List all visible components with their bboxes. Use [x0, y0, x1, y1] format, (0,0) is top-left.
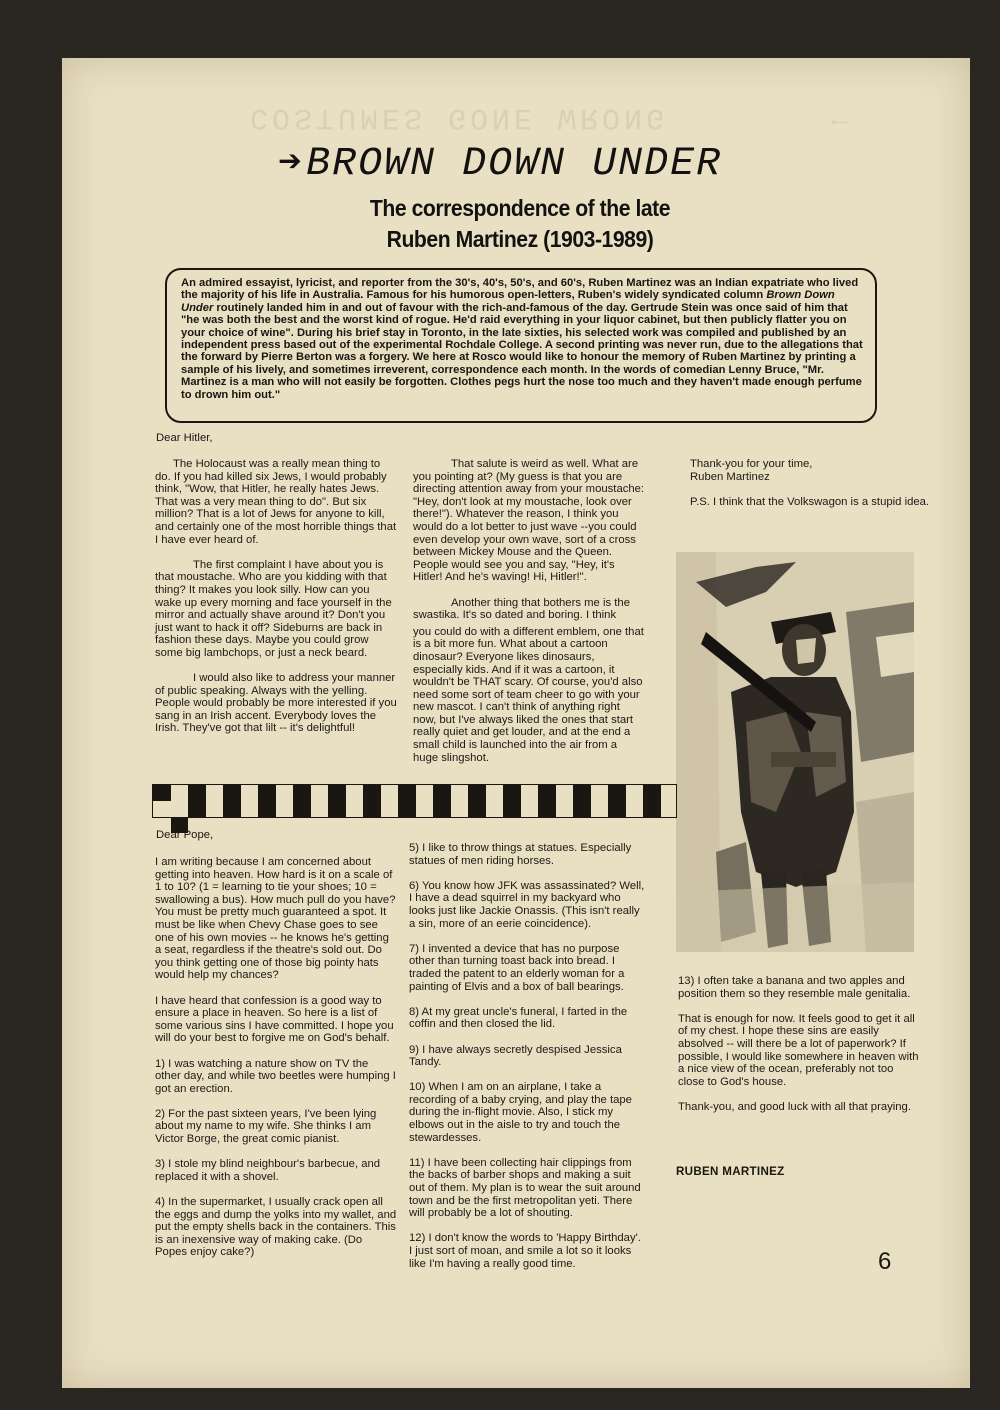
sin-item: 2) For the past sixteen years, I've been lying about my name to my wife. She thinks I am Victor Borge, the great comic pianist. — [155, 1107, 377, 1146]
checker-square — [608, 801, 626, 817]
checker-square — [223, 801, 241, 817]
subtitle-line-2: Ruben Martinez (1903-1989) — [386, 226, 654, 252]
letter1-salutation: Dear Hitler, — [156, 432, 213, 444]
paragraph: Another thing that bothers me is the swastika. It's so dated and boring. I think — [413, 596, 630, 622]
checker-square — [626, 785, 644, 801]
page-number: 6 — [878, 1248, 892, 1275]
intro-text-1: An admired essayist, lyricist, and reporter from the 30's, 40's, 50's, and 60's, Ruben Martinez was an Indian expatriate who lived the majority of his life in Australia. Famous for his humorous open-letters, Ruben's widely syndicated column — [181, 277, 859, 302]
checker-square — [381, 801, 399, 817]
checker-square — [503, 801, 521, 817]
checker-square — [398, 801, 416, 817]
soldier-photo — [676, 552, 914, 952]
checker-square — [468, 785, 486, 801]
checker-square — [486, 785, 504, 801]
checker-square — [188, 785, 206, 801]
checker-square — [503, 785, 521, 801]
sin-item: 13) I often take a banana and two apples and position them so they resemble male genitalia. — [678, 975, 911, 1000]
checker-square — [258, 785, 276, 801]
checker-square — [363, 785, 381, 801]
checker-square — [573, 801, 591, 817]
postscript: P.S. I think that the Volkswagon is a stupid idea. — [690, 496, 930, 509]
intro-text-2: routinely landed him in and out of favour with the rich-and-famous of the day. Gertrude Stein was once said of him that "he was both the best and the worst kind of rogue. He'd raid everything in your liquor cabinet, but then publicly flatter you on your choice of wine". During his brief stay in Toronto, in the late sixties, his selected work was compiled and published by an independent press based out of the experimental Rochdale College. A second printing was never run, due to the allegations that the forward by Pierre Berton was a forgery. We here at Rosco would like to honour the memory of Ruben Martinez by printing a sample of his lively, and sometimes irreverent, correspondence each month. In the words of comedian Lenny Bruce, "Mr. Martinez is a man who will not easily be forgotten. Clothes pegs hurt the nose too much and they haven't made enough perfume to drown him out." — [181, 301, 863, 401]
bleed-through-title: COSTUMES GONE WRONG — [250, 100, 669, 134]
closing-name: Ruben Martinez — [690, 470, 770, 483]
checker-square — [538, 801, 556, 817]
checker-square — [346, 785, 364, 801]
letter2-column-2 — [409, 842, 647, 1283]
checker-square — [328, 801, 346, 817]
checker-square — [486, 801, 504, 817]
intro-column-title: Brown Down Under — [181, 289, 835, 314]
checker-square — [153, 801, 171, 817]
signature: RUBEN MARTINEZ — [676, 1165, 785, 1178]
checker-square — [416, 801, 434, 817]
paragraph: I have heard that confession is a good way to ensure a place in heaven. So here is a list of some various sins I have committed. I hope you will do your best to forgive me on God's behalf. — [155, 994, 394, 1045]
checker-square — [398, 785, 416, 801]
checker-square — [381, 785, 399, 801]
paragraph: The Holocaust was a really mean thing to do. If you had killed six Jews, I would probably think, "Wow, that Hitler, he really hates Jews. That was a very mean thing to do". But six million? That is a lot of Jews for anyone to kill, and certainly one of the most horrible things that I have ever heard of. — [155, 458, 397, 546]
checker-square — [206, 801, 224, 817]
paragraph: I am writing because I am concerned about getting into heaven. How hard is it on a scale of 1 to 10? (1 = learning to tie your shoes; 10 = swallowing a bus). How much pull do you have? You must be pretty much guaranteed a spot. It must be like when Chevy Chase goes to see one of his own movies -- he knows he's getting a seat, regardless if the theatre's sold out. Do you think getting one of those big pointy hats would help my chances? — [155, 856, 396, 982]
checker-square — [626, 801, 644, 817]
checker-square — [346, 801, 364, 817]
paragraph: Thank-you, and good luck with all that praying. — [678, 1100, 911, 1113]
sin-item: 6) You know how JFK was assassinated? Well, I have a dead squirrel in my backyard who looks just like Jackie Onassis. (This isn't really a sin, more of an eerie coincidence). — [409, 879, 645, 930]
sin-item: 7) I invented a device that has no purpose other than turning toast back into bread. I traded the patent to an elderly woman for a painting of Elvis and a box of ball bearings. — [409, 942, 625, 993]
soldier-photo-image — [676, 552, 914, 952]
checker-square — [258, 801, 276, 817]
checker-square — [153, 785, 171, 801]
checker-square — [451, 801, 469, 817]
letter2-column-3 — [678, 975, 922, 1126]
intro-box — [165, 268, 877, 423]
checker-square — [538, 785, 556, 801]
page-title — [278, 138, 722, 187]
letter1-column-1 — [155, 458, 397, 748]
checker-square — [363, 801, 381, 817]
checker-square — [608, 785, 626, 801]
checker-square — [643, 801, 661, 817]
checker-square — [573, 785, 591, 801]
sin-item: 5) I like to throw things at statues. Especially statues of men riding horses. — [409, 842, 632, 867]
page-title-text: BROWN DOWN UNDER — [306, 142, 723, 187]
sin-item: 8) At my great uncle's funeral, I farted in the coffin and then closed the lid. — [409, 1005, 628, 1031]
checker-square — [241, 801, 259, 817]
checkerboard-divider — [152, 784, 677, 818]
paragraph: I would also like to address your manner of public speaking. Always with the yelling. People would probably be more interested if you sang in an Irish accent. Everybody loves the Irish. They've got that lilt -- it's delightful! — [155, 672, 397, 735]
letter1-column-2 — [413, 458, 645, 777]
checker-square — [521, 785, 539, 801]
checker-square — [311, 801, 329, 817]
sin-item: 3) I stole my blind neighbour's barbecue, and replaced it with a shovel. — [155, 1158, 381, 1183]
checker-square — [328, 785, 346, 801]
bleed-through-arrow-icon: ← — [825, 102, 853, 133]
closing-line: Thank-you for your time, — [690, 458, 813, 470]
checker-square — [276, 801, 294, 817]
paragraph: That salute is weird as well. What are you pointing at? (My guess is that you are directing attention away from your moustache: "Hey, don't look at my moustache, look over there!"). Whatever the reason, I think you would do a lot better to just wave --you could even develop your own wave, sort of a cross between Mickey Mouse and the Queen. People would see you and say, "Hey, it's Hitler! And he's waving! Hi, Hitler!". — [413, 458, 645, 584]
letter1-column-3 — [690, 458, 930, 521]
letter2-salutation: Dear Pope, — [156, 829, 214, 841]
sin-item: 12) I don't know the words to 'Happy Birthday'. I just sort of moan, and smile a lot so it looks like I'm having a really good time. — [409, 1232, 641, 1270]
checker-square — [311, 785, 329, 801]
checker-square — [188, 801, 206, 817]
checker-square — [556, 785, 574, 801]
subtitle-line-1: The correspondence of the late — [369, 195, 671, 221]
subtitle — [345, 193, 695, 255]
arrow-right-icon: ➔ — [278, 142, 305, 187]
sin-item: 1) I was watching a nature show on TV the other day, and while two beetles were humping I got an erection. — [155, 1057, 396, 1095]
sin-item: 10) When I am on an airplane, I take a recording of a baby crying, and play the tape during the in-flight movie. Also, I stick my elbows out in the aisle to try and touch the stewardesses. — [409, 1081, 632, 1144]
checker-square — [433, 801, 451, 817]
checker-square — [171, 801, 189, 817]
checker-square — [416, 785, 434, 801]
sin-item: 11) I have been collecting hair clippings from the backs of barber shops and making a suit out of them. My plan is to wear the suit around town and be the first metropolitan yeti. There will probably be a lot of shouting. — [409, 1156, 641, 1220]
checker-square — [591, 801, 609, 817]
paragraph: you could do with a different emblem, one that is a bit more fun. What about a cartoon dinosaur? Everyone likes dinosaurs, especially kids. And if it was a cartoon, it wouldn't be THAT scary. Of course, you'd also need some sort of team cheer to go with your new mascot. I can't think of anything right now, but I've always liked the ones that start really quiet and get louder, and at the end a small child is launched into the air from a huge slingshot. — [413, 625, 644, 764]
checker-square — [643, 785, 661, 801]
checker-square — [241, 785, 259, 801]
paragraph: The first complaint I have about you is that moustache. Who are you kidding with that thing? It makes you look silly. How can you wake up every morning and face yourself in the mirror and actually shave around it? Don't you just want to hack it off? Sideburns are back in fashion these days. Maybe you could grow some big lambchops, or just a neck beard. — [155, 558, 392, 659]
checker-square — [293, 801, 311, 817]
sin-item: 4) In the supermarket, I usually crack open all the eggs and dump the yolks into my wallet, and put the empty shells back in the containers. This is an inexensive way of making cake. (Do Popes enjoy cake?) — [155, 1196, 397, 1259]
checker-square — [276, 785, 294, 801]
checker-square — [223, 785, 241, 801]
checker-square — [521, 801, 539, 817]
checker-square — [468, 801, 486, 817]
checker-square — [591, 785, 609, 801]
paragraph: That is enough for now. It feels good to get it all of my chest. I hope these sins are easily absolved -- will there be a lot of paperwork? If possible, I would like somewhere in heaven with a nice view of the ocean, preferably not too close to God's house. — [678, 1012, 919, 1088]
checker-square — [556, 801, 574, 817]
letter2-column-1 — [155, 856, 397, 1272]
checker-square — [293, 785, 311, 801]
checker-square — [433, 785, 451, 801]
checker-square — [206, 785, 224, 801]
checker-square — [171, 785, 189, 801]
sin-item: 9) I have always secretly despised Jessica Tandy. — [409, 1043, 622, 1069]
checker-square — [451, 785, 469, 801]
